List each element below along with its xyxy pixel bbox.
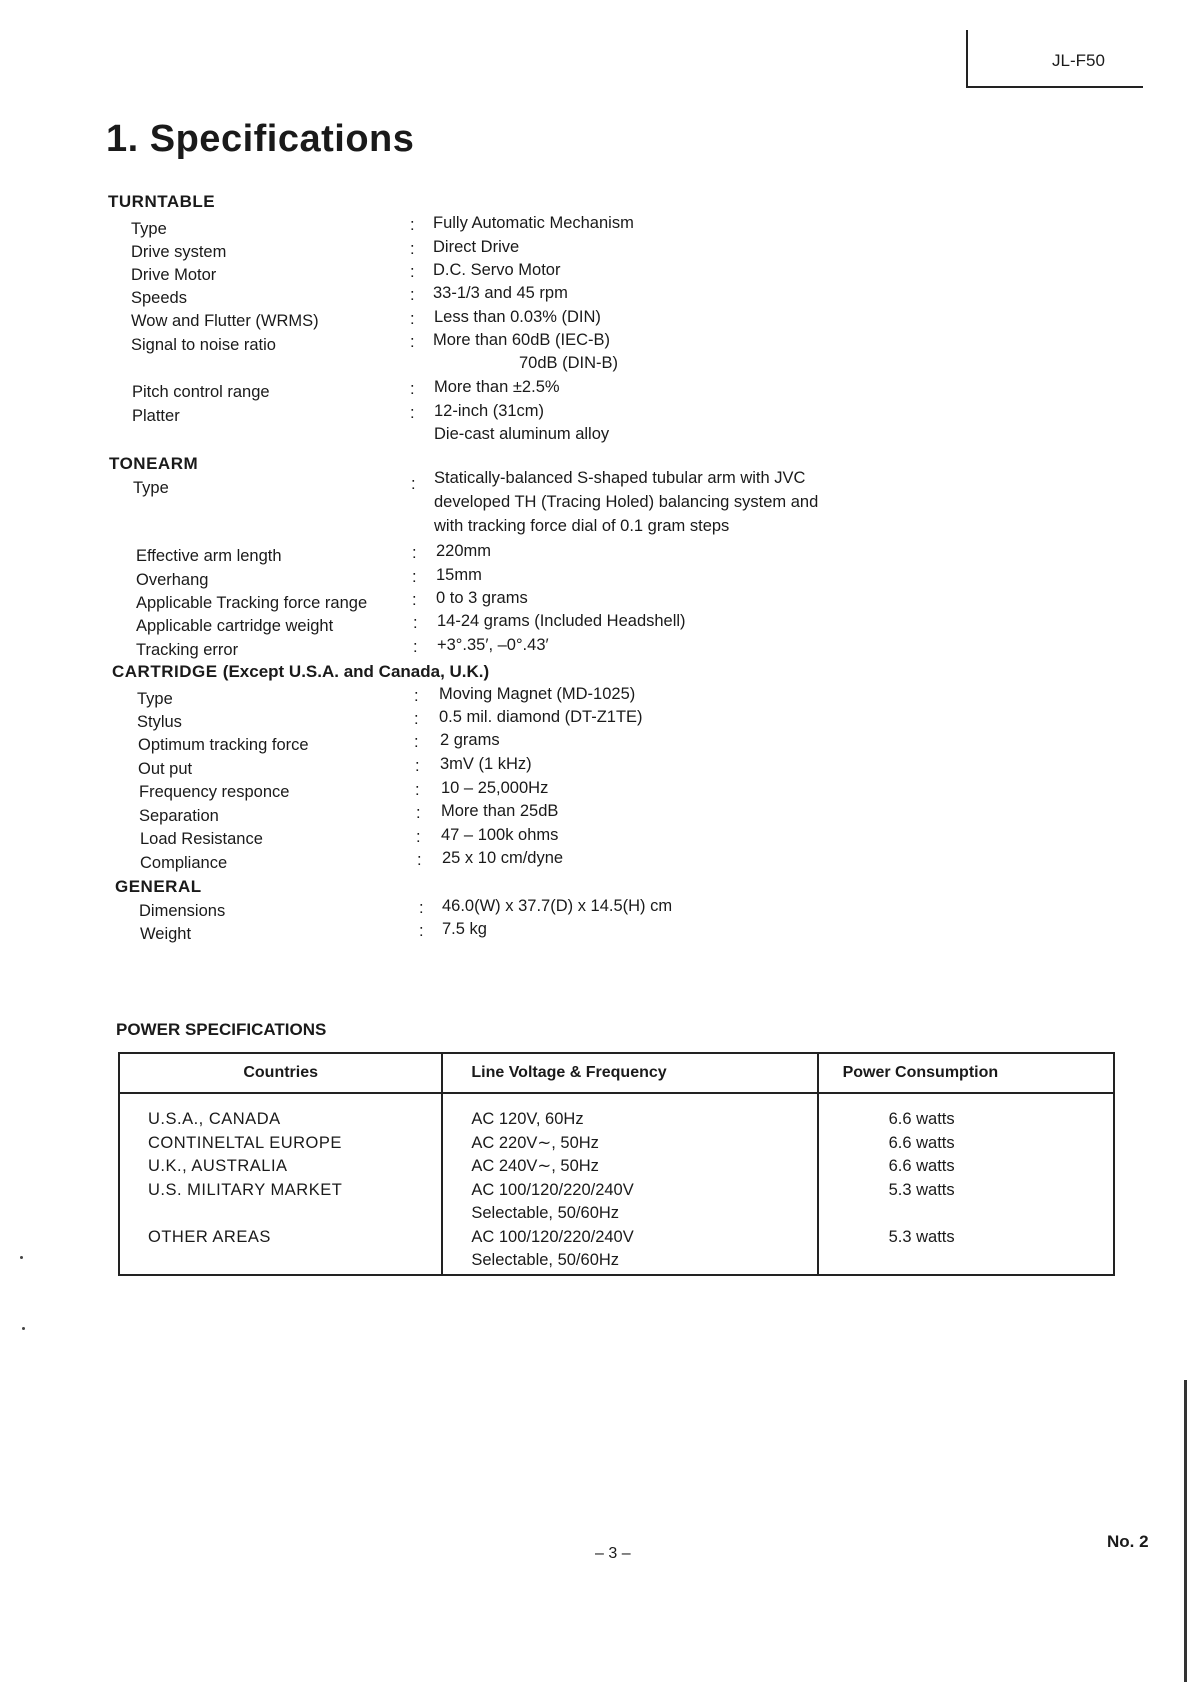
spec-colon: : xyxy=(412,544,417,562)
spec-value-continued: with tracking force dial of 0.1 gram steps xyxy=(434,517,730,535)
power-spec-table xyxy=(118,1052,1115,1276)
watts-item: 5.3 watts xyxy=(888,1180,955,1199)
voltage-item: AC 100/120/220/240V xyxy=(471,1227,634,1246)
country-item: CONTINELTAL EUROPE xyxy=(148,1133,342,1152)
spec-value: Fully Automatic Mechanism xyxy=(433,214,634,232)
spec-value: +3°.35′, –0°.43′ xyxy=(437,636,549,654)
country-item: U.S.A., CANADA xyxy=(148,1110,281,1128)
spec-label: Stylus xyxy=(137,713,182,731)
spec-colon: : xyxy=(415,757,420,775)
column-header-line-voltage: Line Voltage & Frequency xyxy=(442,1053,817,1093)
voltage-item: AC 120V, 60Hz xyxy=(471,1110,584,1128)
spec-value: 2 grams xyxy=(440,731,500,749)
spec-label: Drive system xyxy=(131,243,227,261)
spec-colon: : xyxy=(412,568,417,586)
spec-label: Type xyxy=(133,479,169,497)
voltage-cell xyxy=(442,1093,817,1275)
spec-colon: : xyxy=(410,404,415,422)
spec-label: Wow and Flutter (WRMS) xyxy=(131,312,319,330)
spacer xyxy=(148,1202,440,1226)
cartridge-heading: CARTRIDGE xyxy=(112,662,218,681)
spec-colon: : xyxy=(410,380,415,398)
page-number: – 3 – xyxy=(595,1545,631,1562)
spec-label: Effective arm length xyxy=(136,547,282,565)
spec-colon: : xyxy=(415,781,420,799)
spec-label: Out put xyxy=(138,760,193,778)
table-header-row xyxy=(119,1053,1114,1093)
spec-colon: : xyxy=(417,851,422,869)
spec-value: 15mm xyxy=(436,566,482,584)
spec-colon: : xyxy=(410,216,415,234)
voltage-item: Selectable, 50/60Hz xyxy=(471,1204,620,1222)
voltage-item: AC 220V∼, 50Hz xyxy=(471,1133,599,1152)
section-heading-general: GENERAL xyxy=(115,877,202,896)
spec-colon: : xyxy=(419,922,424,940)
spec-value: 14-24 grams (Included Headshell) xyxy=(437,612,686,630)
spec-value: 46.0(W) x 37.7(D) x 14.5(H) cm xyxy=(442,897,673,915)
spec-label: Separation xyxy=(139,807,219,825)
column-header-power-consumption: Power Consumption xyxy=(818,1053,1114,1093)
spec-value: 0 to 3 grams xyxy=(436,589,528,607)
country-item: U.S. MILITARY MARKET xyxy=(148,1180,343,1199)
spec-value: Statically-balanced S-shaped tubular arm with JVC xyxy=(434,469,806,487)
spec-value: D.C. Servo Motor xyxy=(433,261,561,279)
spec-value: 0.5 mil. diamond (DT-Z1TE) xyxy=(439,708,643,726)
spec-colon: : xyxy=(412,591,417,609)
spec-value: 33-1/3 and 45 rpm xyxy=(433,284,568,302)
spec-value: Moving Magnet (MD-1025) xyxy=(439,685,636,703)
document-number: No. 2 xyxy=(1107,1532,1149,1551)
spec-colon: : xyxy=(413,614,418,632)
country-item: OTHER AREAS xyxy=(148,1227,271,1246)
spec-label: Signal to noise ratio xyxy=(131,336,276,354)
spec-label: Weight xyxy=(140,925,192,943)
spec-value: 25 x 10 cm/dyne xyxy=(442,849,564,867)
spec-label: Speeds xyxy=(131,289,187,307)
column-header-countries: Countries xyxy=(119,1053,442,1093)
spec-colon: : xyxy=(416,804,421,822)
spec-colon: : xyxy=(413,638,418,656)
spec-value: 7.5 kg xyxy=(442,920,487,938)
spec-label: Optimum tracking force xyxy=(138,736,309,754)
spec-label: Dimensions xyxy=(139,902,226,920)
cartridge-subheading: (Except U.S.A. and Canada, U.K.) xyxy=(222,662,490,681)
spec-value: More than 60dB (IEC-B) xyxy=(433,331,610,349)
spec-value: More than 25dB xyxy=(441,802,559,820)
spec-label: Frequency responce xyxy=(139,783,290,801)
spec-value: More than ±2.5% xyxy=(434,378,560,396)
spec-colon: : xyxy=(414,710,419,728)
watts-item: 5.3 watts xyxy=(888,1227,955,1246)
power-specifications-title: POWER SPECIFICATIONS xyxy=(116,1020,327,1039)
spec-colon: : xyxy=(411,475,416,493)
spec-value-continued: developed TH (Tracing Holed) balancing system and xyxy=(434,493,819,511)
spec-label: Load Resistance xyxy=(140,830,263,848)
spec-value: 47 – 100k ohms xyxy=(441,826,559,844)
spec-label: Pitch control range xyxy=(132,383,270,401)
spec-colon: : xyxy=(419,899,424,917)
voltage-item: AC 240V∼, 50Hz xyxy=(471,1157,599,1175)
spec-value: 220mm xyxy=(436,542,492,560)
voltage-item: Selectable, 50/60Hz xyxy=(471,1251,620,1269)
countries-cell xyxy=(119,1093,442,1275)
spec-colon: : xyxy=(414,687,419,705)
scan-edge-line xyxy=(1184,1380,1187,1682)
country-item: U.K., AUSTRALIA xyxy=(148,1157,288,1175)
section-heading-turntable: TURNTABLE xyxy=(108,192,216,211)
section-heading-tonearm: TONEARM xyxy=(109,454,199,473)
spec-label: Tracking error xyxy=(136,641,239,659)
spec-value: Direct Drive xyxy=(433,238,520,256)
spec-colon: : xyxy=(410,240,415,258)
spec-colon: : xyxy=(416,828,421,846)
spec-label: Type xyxy=(137,690,173,708)
page-title: 1. Specifications xyxy=(106,118,415,160)
spec-value: 12-inch (31cm) xyxy=(434,402,545,420)
table-row xyxy=(119,1093,1114,1275)
spec-label: Platter xyxy=(132,407,180,425)
spec-label: Applicable cartridge weight xyxy=(136,617,334,635)
model-number: JL-F50 xyxy=(1052,51,1105,70)
scan-speck xyxy=(22,1327,25,1330)
section-heading-cartridge xyxy=(112,662,489,682)
spec-value-continued: Die-cast aluminum alloy xyxy=(434,425,610,443)
spec-colon: : xyxy=(410,333,415,351)
watts-item: 6.6 watts xyxy=(888,1110,955,1128)
spec-colon: : xyxy=(410,310,415,328)
scan-speck xyxy=(20,1256,23,1259)
spec-value: 10 – 25,000Hz xyxy=(441,779,549,797)
spec-label: Applicable Tracking force range xyxy=(136,594,368,612)
spec-value: Less than 0.03% (DIN) xyxy=(434,308,601,326)
voltage-item: AC 100/120/220/240V xyxy=(471,1180,634,1199)
spec-value: 3mV (1 kHz) xyxy=(440,755,532,773)
watts-item: 6.6 watts xyxy=(888,1133,955,1152)
spec-label: Drive Motor xyxy=(131,266,217,284)
spec-label: Type xyxy=(131,220,167,238)
spec-colon: : xyxy=(410,286,415,304)
spec-label: Overhang xyxy=(136,571,209,589)
spec-colon: : xyxy=(410,263,415,281)
spec-colon: : xyxy=(414,733,419,751)
spec-value-continued: 70dB (DIN-B) xyxy=(519,354,619,372)
spacer xyxy=(889,1202,1112,1226)
watts-cell xyxy=(818,1093,1114,1275)
spec-label: Compliance xyxy=(140,854,228,872)
watts-item: 6.6 watts xyxy=(888,1157,955,1175)
